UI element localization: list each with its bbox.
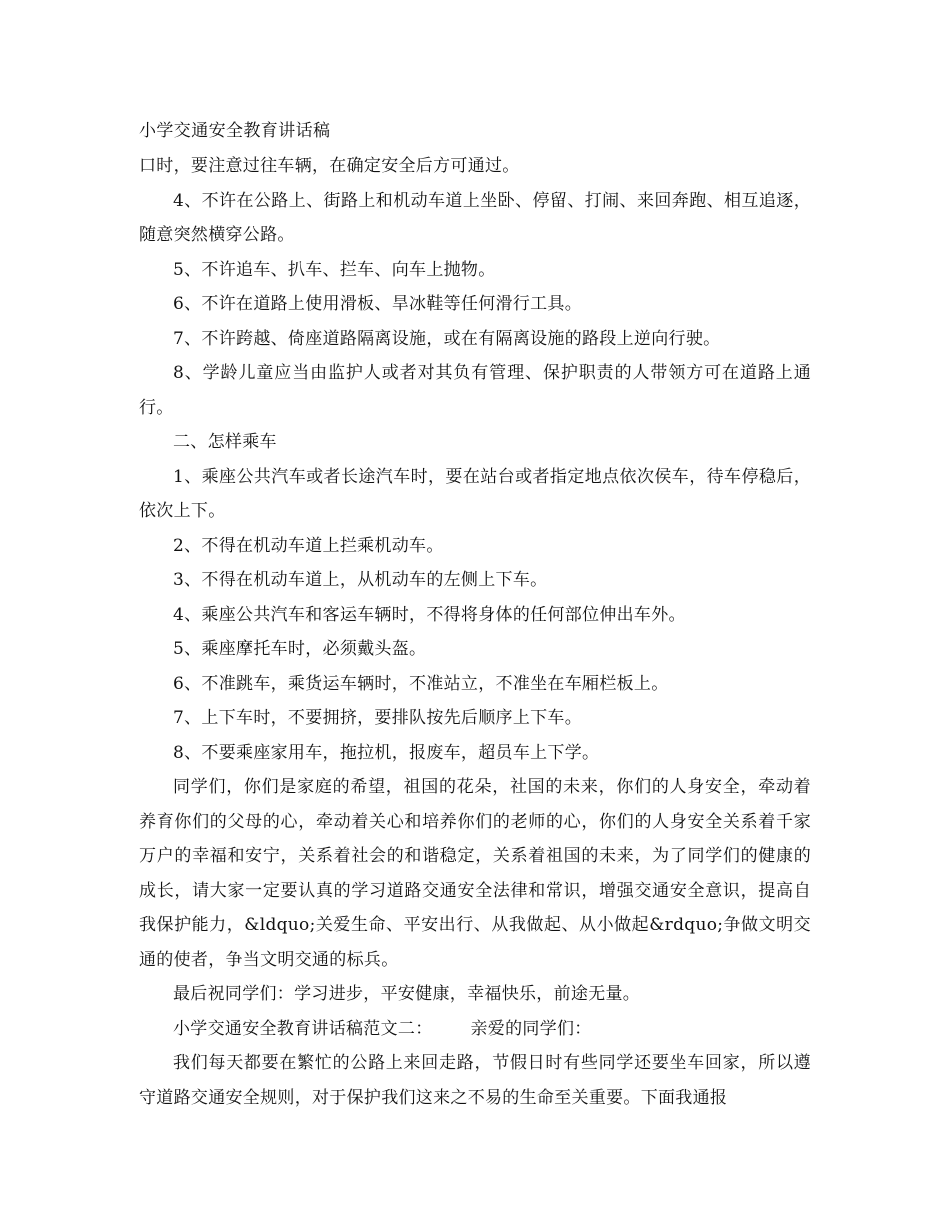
paragraph: 口时，要注意过往车辆，在确定安全后方可通过。	[139, 156, 520, 176]
sample-heading-title: 小学交通安全教育讲话稿范文二：	[173, 1018, 433, 1039]
paragraph: 最后祝同学们：学习进步，平安健康，幸福快乐，前途无量。	[173, 984, 641, 1004]
paragraph: 7、上下车时，不要拥挤，要排队按先后顺序上下车。	[173, 708, 583, 728]
document-title: 小学交通安全教育讲话稿	[139, 121, 331, 141]
paragraph: 5、不许追车、扒车、拦车、向车上抛物。	[173, 259, 496, 280]
paragraph: 6、不许在道路上使用滑板、旱冰鞋等任何滑行工具。	[173, 294, 583, 314]
paragraph: 4、不许在公路上、街路上和机动车道上坐卧、停留、打闹、来回奔跑、相互追逐，随意突然横穿公路。	[139, 190, 811, 245]
document-body	[139, 149, 811, 1115]
paragraph: 我们每天都要在繁忙的公路上来回走路，节假日时有些同学还要坐车回家，所以遵守道路交通安全规则，对于保护我们这来之不易的生命至关重要。下面我通报	[139, 1053, 811, 1108]
paragraph: 同学们，你们是家庭的希望，祖国的花朵，社国的未来，你们的人身安全，牵动着养育你们的父母的心，牵动着关心和培养你们的老师的心，你们的人身安全关系着千家万户的幸福和安宁，关系着社会的和谐稳定，关系着祖国的未来，为了同学们的健康的成长，请大家一定要认真的学习道路交通安全法律和常识，增强交通安全意识，提高自我保护能力，&ldquo;关爱生命、平安出行、从我做起、从小做起&rdquo;争做文明交通的使者，争当文明交通的标兵。	[139, 777, 811, 970]
sample-heading-salutation: 亲爱的同学们：	[470, 1018, 592, 1039]
paragraph: 1、乘座公共汽车或者长途汽车时，要在站台或者指定地点依次侯车，待车停稳后，依次上下。	[139, 466, 811, 521]
paragraph: 7、不许跨越、倚座道路隔离设施，或在有隔离设施的路段上逆向行驶。	[173, 328, 721, 349]
paragraph: 3、不得在机动车道上，从机动车的左侧上下车。	[173, 570, 548, 590]
sample-heading	[139, 1012, 811, 1047]
paragraph: 4、乘座公共汽车和客运车辆时，不得将身体的任何部位伸出车外。	[173, 604, 686, 625]
paragraph: 8、学龄儿童应当由监护人或者对其负有管理、保护职责的人带领方可在道路上通行。	[139, 363, 811, 418]
paragraph: 8、不要乘座家用车，拖拉机，报废车，超员车上下学。	[173, 742, 600, 763]
section-heading: 二、怎样乘车	[173, 432, 277, 452]
paragraph: 6、不准跳车，乘货运车辆时，不准站立，不准坐在车厢栏板上。	[173, 673, 669, 694]
paragraph: 5、乘座摩托车时，必须戴头盔。	[173, 639, 427, 659]
paragraph: 2、不得在机动车道上拦乘机动车。	[173, 535, 444, 556]
